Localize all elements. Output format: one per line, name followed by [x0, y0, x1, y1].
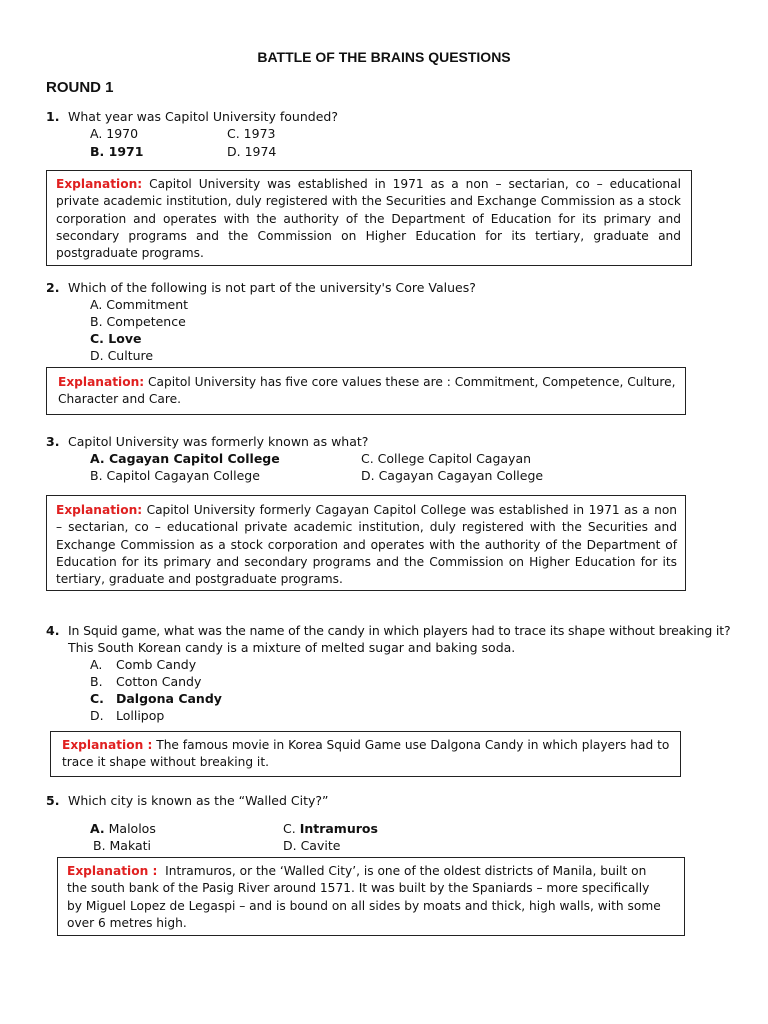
question-4-number: 4. [46, 623, 60, 638]
question-3-text: Capitol University was formerly known as what? [68, 434, 369, 449]
question-3-option-a-answer: A. Cagayan Capitol College [90, 451, 280, 466]
question-2-option-b: B. Competence [90, 314, 186, 329]
explanation-4-label: Explanation : [62, 738, 153, 752]
question-5-option-d: D. Cavite [283, 838, 341, 853]
explanation-2 [58, 374, 678, 409]
question-5-option-b: B. Makati [93, 838, 152, 853]
explanation-5-text: Intramuros, or the ‘Walled City’, is one of the oldest districts of Manila, built on the south bank of the Pasig River around 1571. It was built by the Spaniards – more specifically by Miguel Lopez de Legaspi – and is bound on all sides by moats and thick, high walls, with some over 6 metres high. [67, 864, 661, 930]
option-a-text: Comb Candy [116, 657, 197, 672]
question-1-option-a: A. 1970 [90, 126, 139, 141]
question-2-text: Which of the following is not part of the university's Core Values? [68, 280, 476, 295]
question-5-option-c [283, 820, 378, 837]
question-3-option-b: B. Capitol Cagayan College [90, 468, 260, 483]
question-2-option-a: A. Commitment [90, 297, 189, 312]
question-3-option-d: D. Cagayan Cagayan College [361, 468, 544, 483]
question-4-text-line-2: This South Korean candy is a mixture of melted sugar and baking soda. [68, 640, 516, 655]
option-a-label: A. [90, 657, 103, 672]
question-4-option-a [90, 656, 196, 673]
option-c-label: C. [90, 691, 104, 706]
option-b-label: B. [90, 674, 103, 689]
option-c-label: C. [283, 821, 296, 836]
explanation-3-text: Capitol University formerly Cagayan Capitol College was established in 1971 as a non – sectarian, co – educational private academic institution, duly registered with the Securities and Exchange Commission as a stock corporation and operates with the authority of the Department of Education for its primary and secondary programs and the Commission on Higher Education for its tertiary, graduate and postgraduate programs. [56, 503, 678, 587]
question-4-option-d [90, 707, 164, 724]
question-4-option-b [90, 673, 201, 690]
explanation-1-text: Capitol University was established in 1971 as a non – sectarian, co – educational private academic institution, duly registered with the Securities and Exchange Commission as a stock corporation and operates with the authority of the Department of Education for its primary and secondary programs and the Commission on Higher Education for its tertiary, graduate and postgraduate programs. [56, 177, 682, 261]
explanation-2-text: Capitol University has five core values these are : Commitment, Competence, Culture, Character and Care. [58, 375, 676, 407]
option-a-text: Malolos [108, 821, 156, 836]
question-1-option-c: C. 1973 [227, 126, 276, 141]
option-b-text: Cotton Candy [116, 674, 202, 689]
round-heading: ROUND 1 [46, 79, 114, 96]
explanation-5 [67, 863, 667, 932]
question-1-text: What year was Capitol University founded? [68, 109, 338, 124]
question-3-number: 3. [46, 434, 60, 449]
explanation-4 [62, 737, 674, 772]
question-2-number: 2. [46, 280, 60, 295]
question-3-option-c: C. College Capitol Cagayan [361, 451, 532, 466]
option-c-text: Dalgona Candy [116, 691, 222, 706]
question-5-number: 5. [46, 793, 60, 808]
question-4-text: In Squid game, what was the name of the candy in which players had to trace its shape without breaking it? [68, 623, 731, 638]
explanation-2-label: Explanation: [58, 375, 145, 389]
question-1-option-b-answer: B. 1971 [90, 144, 144, 159]
question-2-option-d: D. Culture [90, 348, 154, 363]
option-d-label: D. [90, 708, 104, 723]
question-5-option-a [90, 820, 156, 837]
option-c-text-answer: Intramuros [299, 821, 378, 836]
question-1-option-d: D. 1974 [227, 144, 277, 159]
question-1-number: 1. [46, 109, 60, 124]
explanation-1 [56, 176, 681, 262]
explanation-5-label: Explanation : [67, 864, 158, 878]
question-4-option-c-answer [90, 690, 222, 707]
question-2-option-c-answer: C. Love [90, 331, 142, 346]
document-title: BATTLE OF THE BRAINS QUESTIONS [257, 49, 511, 65]
explanation-1-label: Explanation: [56, 177, 143, 191]
explanation-4-text: The famous movie in Korea Squid Game use Dalgona Candy in which players had to trace it shape without breaking it. [62, 738, 670, 770]
explanation-3-label: Explanation: [56, 503, 143, 517]
question-5-text: Which city is known as the “Walled City?” [68, 793, 329, 808]
option-a-label: A. [90, 821, 105, 836]
option-d-text: Lollipop [116, 708, 165, 723]
explanation-3 [56, 502, 677, 588]
